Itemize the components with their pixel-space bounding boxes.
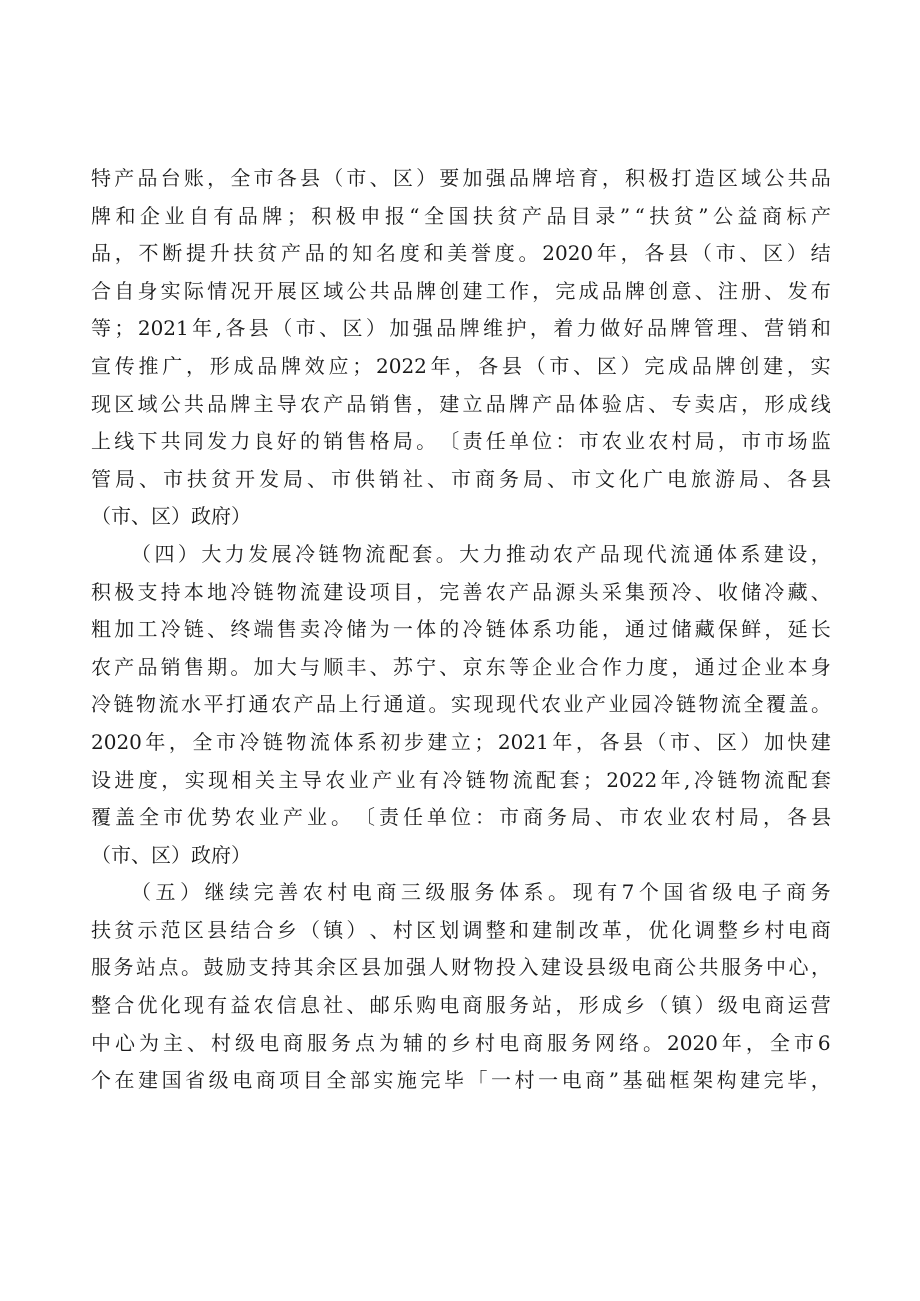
text-line: 服 务 站 点 。 鼓 励 支 持 其 余 区 县 加 强 人 财 物 投 入 建 设 县 级 电 商 公 共 服 务 中 心 ， [91,955,831,980]
text-line: 整 合 优 化 现 有 益 农 信 息 社 、 邮 乐 购 电 商 服 务 站 ， 形 成 乡 （ 镇 ） 级 电 商 运 营 [91,993,831,1018]
text-line: 积 极 支 持 本 地 冷 链 物 流 建 设 项 目 ， 完 善 农 产 品 源 头 采 集 预 冷 、 收 储 冷 藏 、 [91,579,831,604]
text-line: 冷 链 物 流 水 平 打 通 农 产 品 上 行 通 道 。 实 现 现 代 农 业 产 业 园 冷 链 物 流 全 覆 盖 。 [91,692,831,717]
text-line: 设 进 度 ， 实 现 相 关 主 导 农 业 产 业 有 冷 链 物 流 配 套 ； 2022 年 , 冷 链 物 流 配 套 [91,767,831,792]
text-line: 扶 贫 示 范 区 县 结 合 乡 （ 镇 ） 、 村 区 划 调 整 和 建 制 改 革 ， 优 化 调 整 乡 村 电 商 [91,917,831,942]
text-line: 管 局 、 市 扶 贫 开 发 局 、 市 供 销 社 、 市 商 务 局 、 市 文 化 广 电 旅 游 局 、 各 县 [91,466,831,491]
text-line: 2020 年 ， 全 市 冷 链 物 流 体 系 初 步 建 立 ； 2021 年 ， 各 县 （ 市 、 区 ） 加 快 建 [91,729,831,754]
text-line: 农 产 品 销 售 期 。 加 大 与 顺 丰 、 苏 宁 、 京 东 等 企 业 合 作 力 度 ， 通 过 企 业 本 身 [91,654,831,679]
text-line: 品 ， 不 断 提 升 扶 贫 产 品 的 知 名 度 和 美 誉 度 。 2020 年 ， 各 县 （ 市 、 区 ） 结 [91,241,831,266]
text-line: 上 线 下 共 同 发 力 良 好 的 销 售 格 局 。 〔 责 任 单 位 ： 市 农 业 农 村 局 ， 市 市 场 监 [91,429,831,454]
text-line: 现 区 域 公 共 品 牌 主 导 农 产 品 销 售 ， 建 立 品 牌 产 品 体 验 店 、 专 卖 店 ， 形 成 线 [91,391,831,416]
text-line: 等 ； 2021 年 , 各 县 （ 市 、 区 ） 加 强 品 牌 维 护 ， 着 力 做 好 品 牌 管 理 、 营 销 和 [91,316,831,341]
text-line: （ 市 、 区 ） 政 府 ） [91,504,251,529]
text-line: 宣 传 推 广 ， 形 成 品 牌 效 应 ； 2022 年 ， 各 县 （ 市 、 区 ） 完 成 品 牌 创 建 ， 实 [91,353,831,378]
paragraph-first-line: （ 四 ） 大 力 发 展 冷 链 物 流 配 套 。 大 力 推 动 农 产 品 现 代 流 通 体 系 建 设 ， [131,541,831,566]
text-line: 合 自 身 实 际 情 况 开 展 区 域 公 共 品 牌 创 建 工 作 ， 完 成 品 牌 创 意 、 注 册 、 发 布 [91,278,831,303]
text-line: 牌 和 企 业 自 有 品 牌 ； 积 极 申 报 “ 全 国 扶 贫 产 品 目 录 ” “ 扶 贫 ” 公 益 商 标 产 [91,203,831,228]
text-line: 中 心 为 主 、 村 级 电 商 服 务 点 为 辅 的 乡 村 电 商 服 务 网 络 。 2020 年 ， 全 市 6 [91,1030,831,1055]
text-line: 个 在 建 国 省 级 电 商 项 目 全 部 实 施 完 毕 「 一 村 一 电 商 ” 基 础 框 架 构 建 完 毕 ， [91,1068,831,1093]
document-page [91,160,831,1100]
text-line: 特 产 品 台 账 ， 全 市 各 县 （ 市 、 区 ） 要 加 强 品 牌 培 育 ， 积 极 打 造 区 域 公 共 品 [91,166,831,190]
text-line: 粗 加 工 冷 链 、 终 端 售 卖 冷 储 为 一 体 的 冷 链 体 系 功 能 ， 通 过 储 藏 保 鲜 ， 延 长 [91,617,831,642]
text-line: 覆 盖 全 市 优 势 农 业 产 业 。 〔 责 任 单 位 ： 市 商 务 局 、 市 农 业 农 村 局 ， 各 县 [91,805,831,830]
paragraph-first-line: （ 五 ） 继 续 完 善 农 村 电 商 三 级 服 务 体 系 。 现 有 7 个 国 省 级 电 子 商 务 [131,880,831,905]
text-line: （ 市 、 区 ） 政 府 ） [91,842,251,867]
